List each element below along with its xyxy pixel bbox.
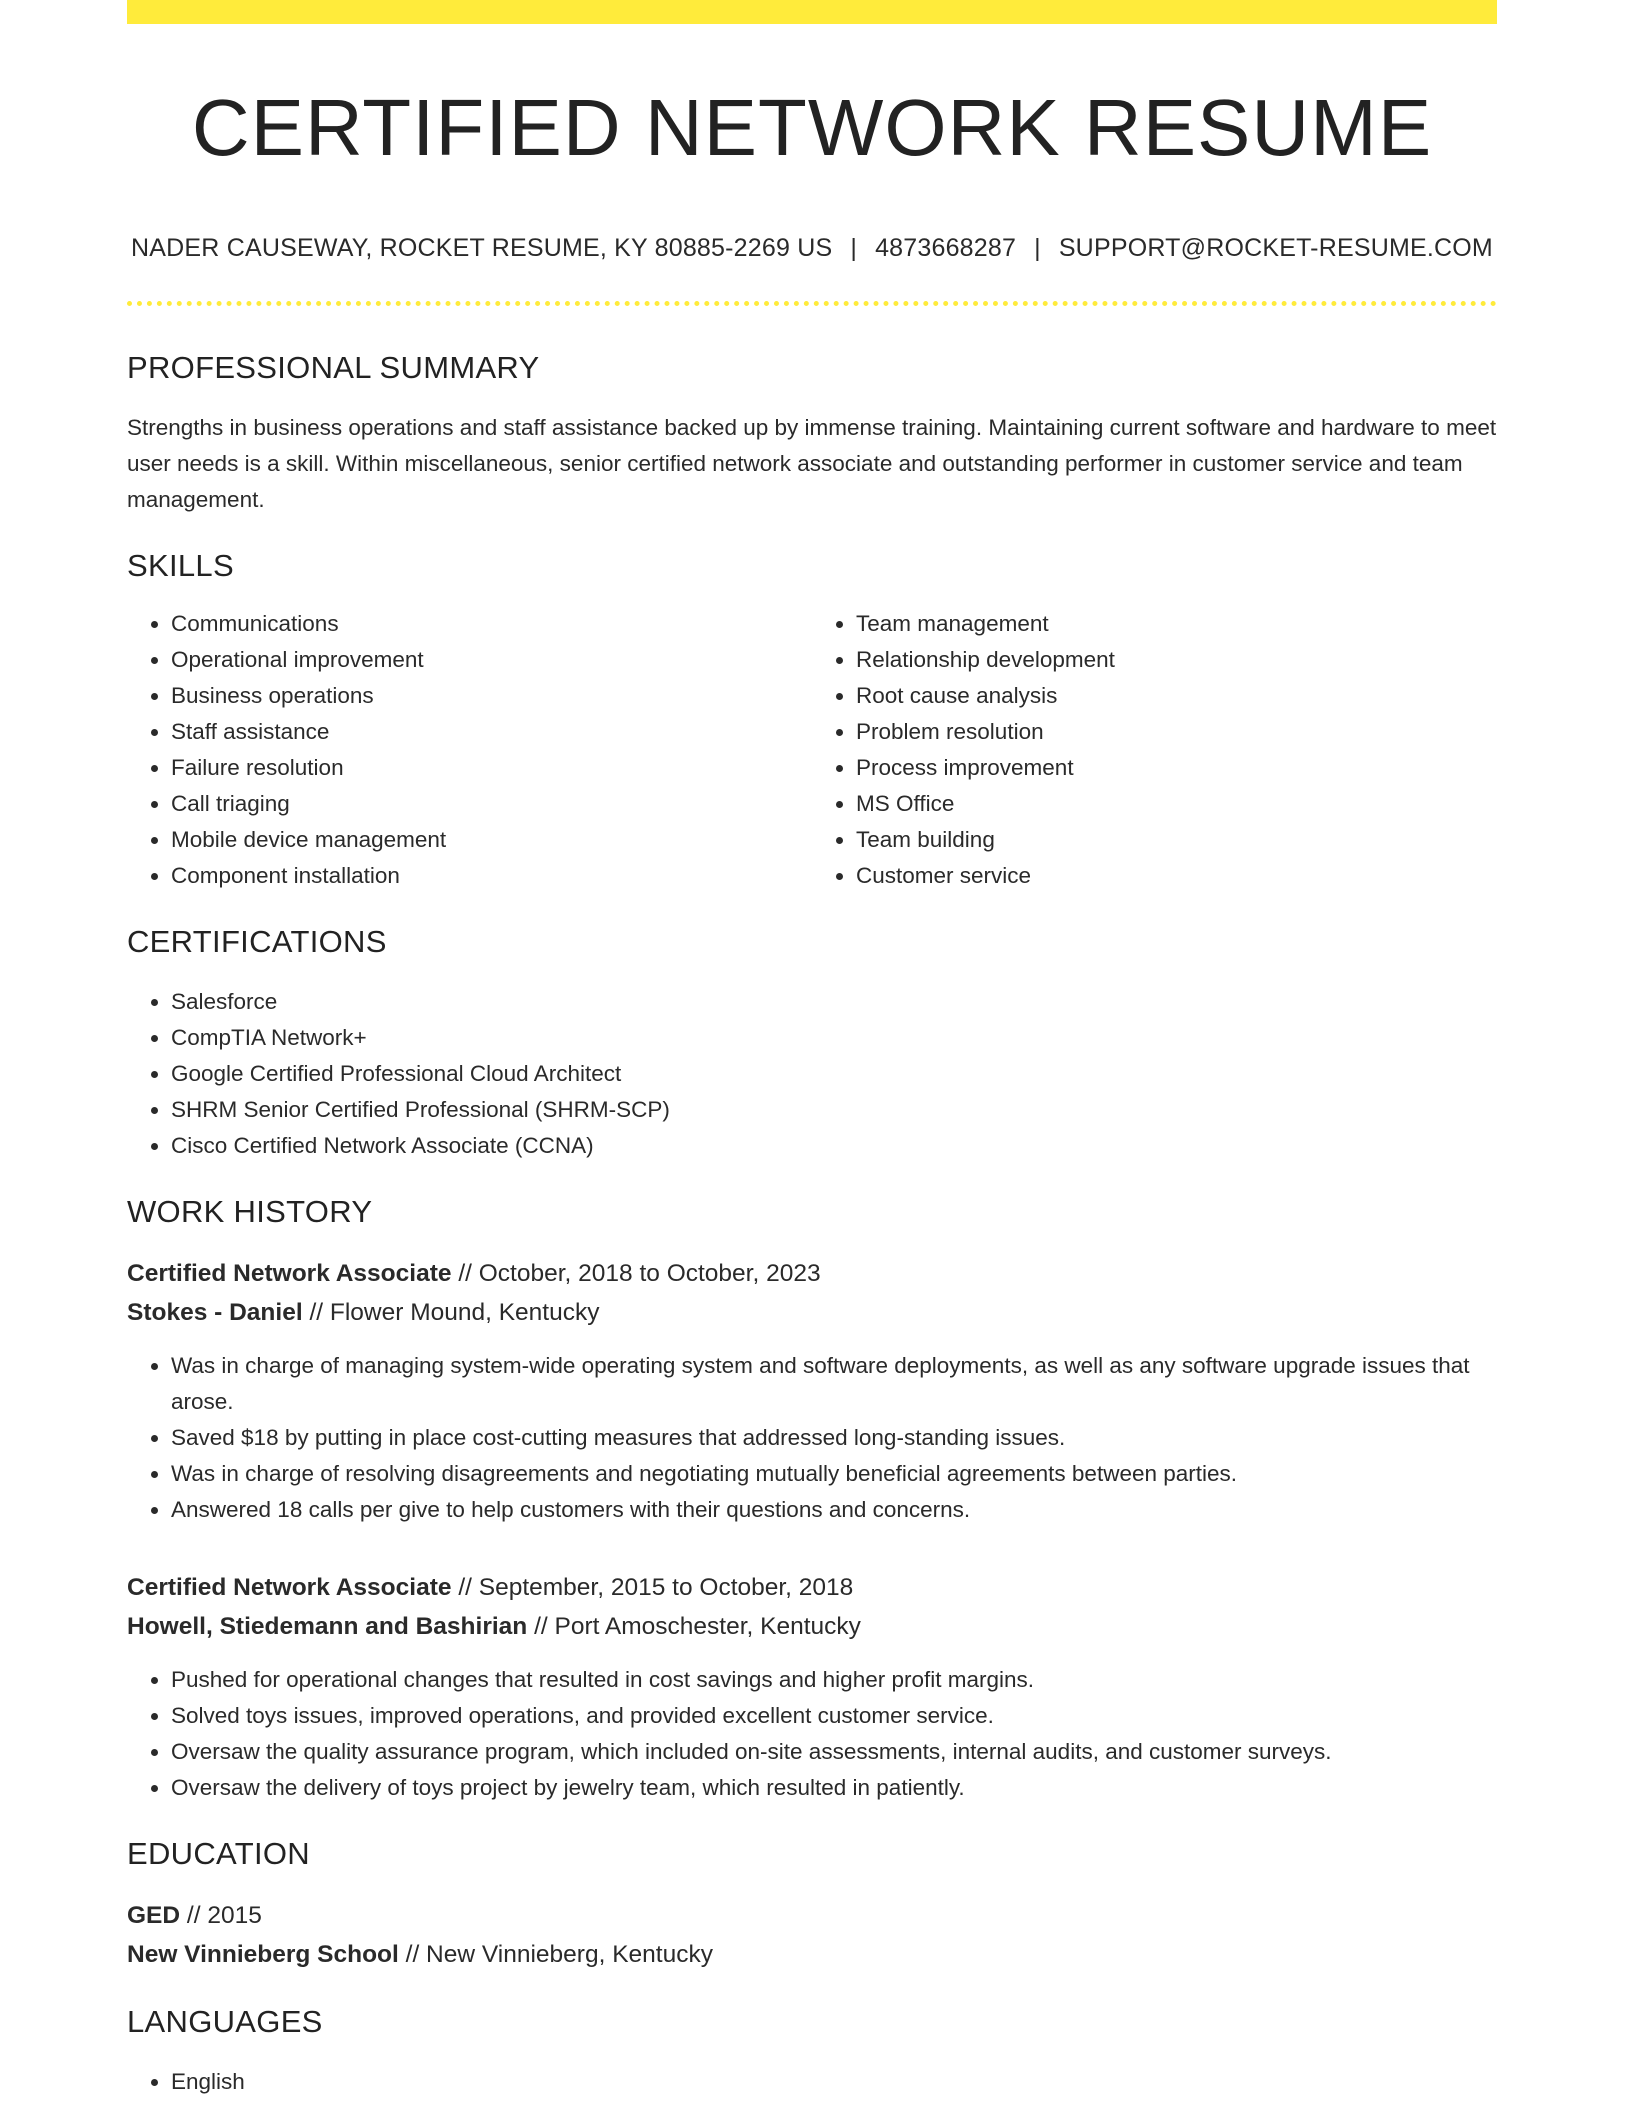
list-item: • Communications (171, 606, 812, 642)
summary-text: Strengths in business operations and staff assistance backed up by immense training. Maintaining current software and hardware to meet user needs is a skill. Within miscellaneous, senior certified network associate and outstanding performer in customer service and team management. (127, 415, 1497, 512)
job-dates: // October, 2018 to October, 2023 (458, 1260, 821, 1287)
list-item: • Oversaw the quality assurance program, which included on-site assessments, internal audits, and customer surveys. (171, 1734, 1497, 1770)
list-item: • Was in charge of resolving disagreements and negotiating mutually beneficial agreements between parties. (171, 1456, 1497, 1492)
job-entry (127, 1254, 1497, 1528)
list-item: • Customer service (856, 858, 1497, 894)
skills-list-right (812, 606, 1497, 894)
languages-heading: LANGUAGES (127, 2004, 323, 2039)
contact-line (127, 234, 1497, 263)
job-company: Howell, Stiedemann and Bashirian (127, 1613, 528, 1640)
list-item: • Team management (856, 606, 1497, 642)
list-item: • Team building (856, 822, 1497, 858)
list-item: • Pushed for operational changes that resulted in cost savings and higher profit margins. (171, 1662, 1497, 1698)
list-item: • Call triaging (171, 786, 812, 822)
list-item: • Staff assistance (171, 714, 812, 750)
job-company-line (127, 1293, 1497, 1332)
list-item: • Component installation (171, 858, 812, 894)
summary-heading: PROFESSIONAL SUMMARY (127, 350, 540, 385)
job-title-line (127, 1568, 1497, 1607)
languages-list (127, 2064, 1497, 2100)
skills-list-left (127, 606, 812, 894)
job-dates: // September, 2015 to October, 2018 (458, 1574, 854, 1601)
list-item: • Salesforce (171, 984, 1497, 1020)
certifications-list (127, 984, 1497, 1164)
job-company: Stokes - Daniel (127, 1299, 303, 1326)
job-title-line (127, 1254, 1497, 1293)
job-bullets (127, 1662, 1497, 1806)
job-title: Certified Network Associate (127, 1574, 452, 1601)
list-item: • Google Certified Professional Cloud Architect (171, 1056, 1497, 1092)
job-company-line (127, 1607, 1497, 1646)
list-item: • CompTIA Network+ (171, 1020, 1497, 1056)
job-title: Certified Network Associate (127, 1260, 452, 1287)
list-item: • Saved $18 by putting in place cost-cutting measures that addressed long-standing issues. (171, 1420, 1497, 1456)
list-item: • English (171, 2064, 1497, 2100)
accent-top-bar (127, 0, 1497, 24)
list-item: • Solved toys issues, improved operations, and provided excellent customer service. (171, 1698, 1497, 1734)
list-item: • Business operations (171, 678, 812, 714)
education-school: New Vinnieberg School (127, 1941, 399, 1968)
dotted-divider (127, 301, 1497, 306)
list-item: • SHRM Senior Certified Professional (SHRM-SCP) (171, 1092, 1497, 1128)
resume-page (127, 0, 1497, 2100)
list-item: • MS Office (856, 786, 1497, 822)
contact-address: NADER CAUSEWAY, ROCKET RESUME, KY 80885-2269 US (131, 234, 833, 262)
education-degree-line (127, 1896, 1497, 1935)
list-item: • Cisco Certified Network Associate (CCNA) (171, 1128, 1497, 1164)
resume-title: CERTIFIED NETWORK RESUME (191, 83, 1433, 172)
list-item: • Process improvement (856, 750, 1497, 786)
contact-separator: | (850, 234, 858, 262)
skills-heading: SKILLS (127, 548, 234, 583)
list-item: • Oversaw the delivery of toys project by jewelry team, which resulted in patiently. (171, 1770, 1497, 1806)
education-school-line (127, 1935, 1497, 1974)
list-item: • Relationship development (856, 642, 1497, 678)
job-entry (127, 1568, 1497, 1806)
list-item: • Failure resolution (171, 750, 812, 786)
contact-phone: 4873668287 (875, 234, 1017, 262)
skills-columns (127, 584, 1497, 894)
education-location: // New Vinnieberg, Kentucky (405, 1941, 713, 1968)
work-history-heading: WORK HISTORY (127, 1194, 373, 1229)
list-item: • Root cause analysis (856, 678, 1497, 714)
contact-separator: | (1034, 234, 1041, 262)
list-item: • Was in charge of managing system-wide operating system and software deployments, as well as any software upgrade issues that arose. (171, 1348, 1497, 1420)
list-item: • Problem resolution (856, 714, 1497, 750)
list-item: • Mobile device management (171, 822, 812, 858)
list-item: • Answered 18 calls per give to help customers with their questions and concerns. (171, 1492, 1497, 1528)
contact-email: SUPPORT@ROCKET-RESUME.COM (1058, 234, 1493, 262)
job-location: // Flower Mound, Kentucky (309, 1299, 600, 1326)
education-heading: EDUCATION (127, 1836, 310, 1871)
education-year: // 2015 (186, 1902, 262, 1929)
list-item: • Operational improvement (171, 642, 812, 678)
job-bullets (127, 1348, 1497, 1528)
education-degree: GED (127, 1902, 181, 1929)
job-location: // Port Amoschester, Kentucky (534, 1613, 861, 1640)
certifications-heading: CERTIFICATIONS (127, 924, 387, 959)
